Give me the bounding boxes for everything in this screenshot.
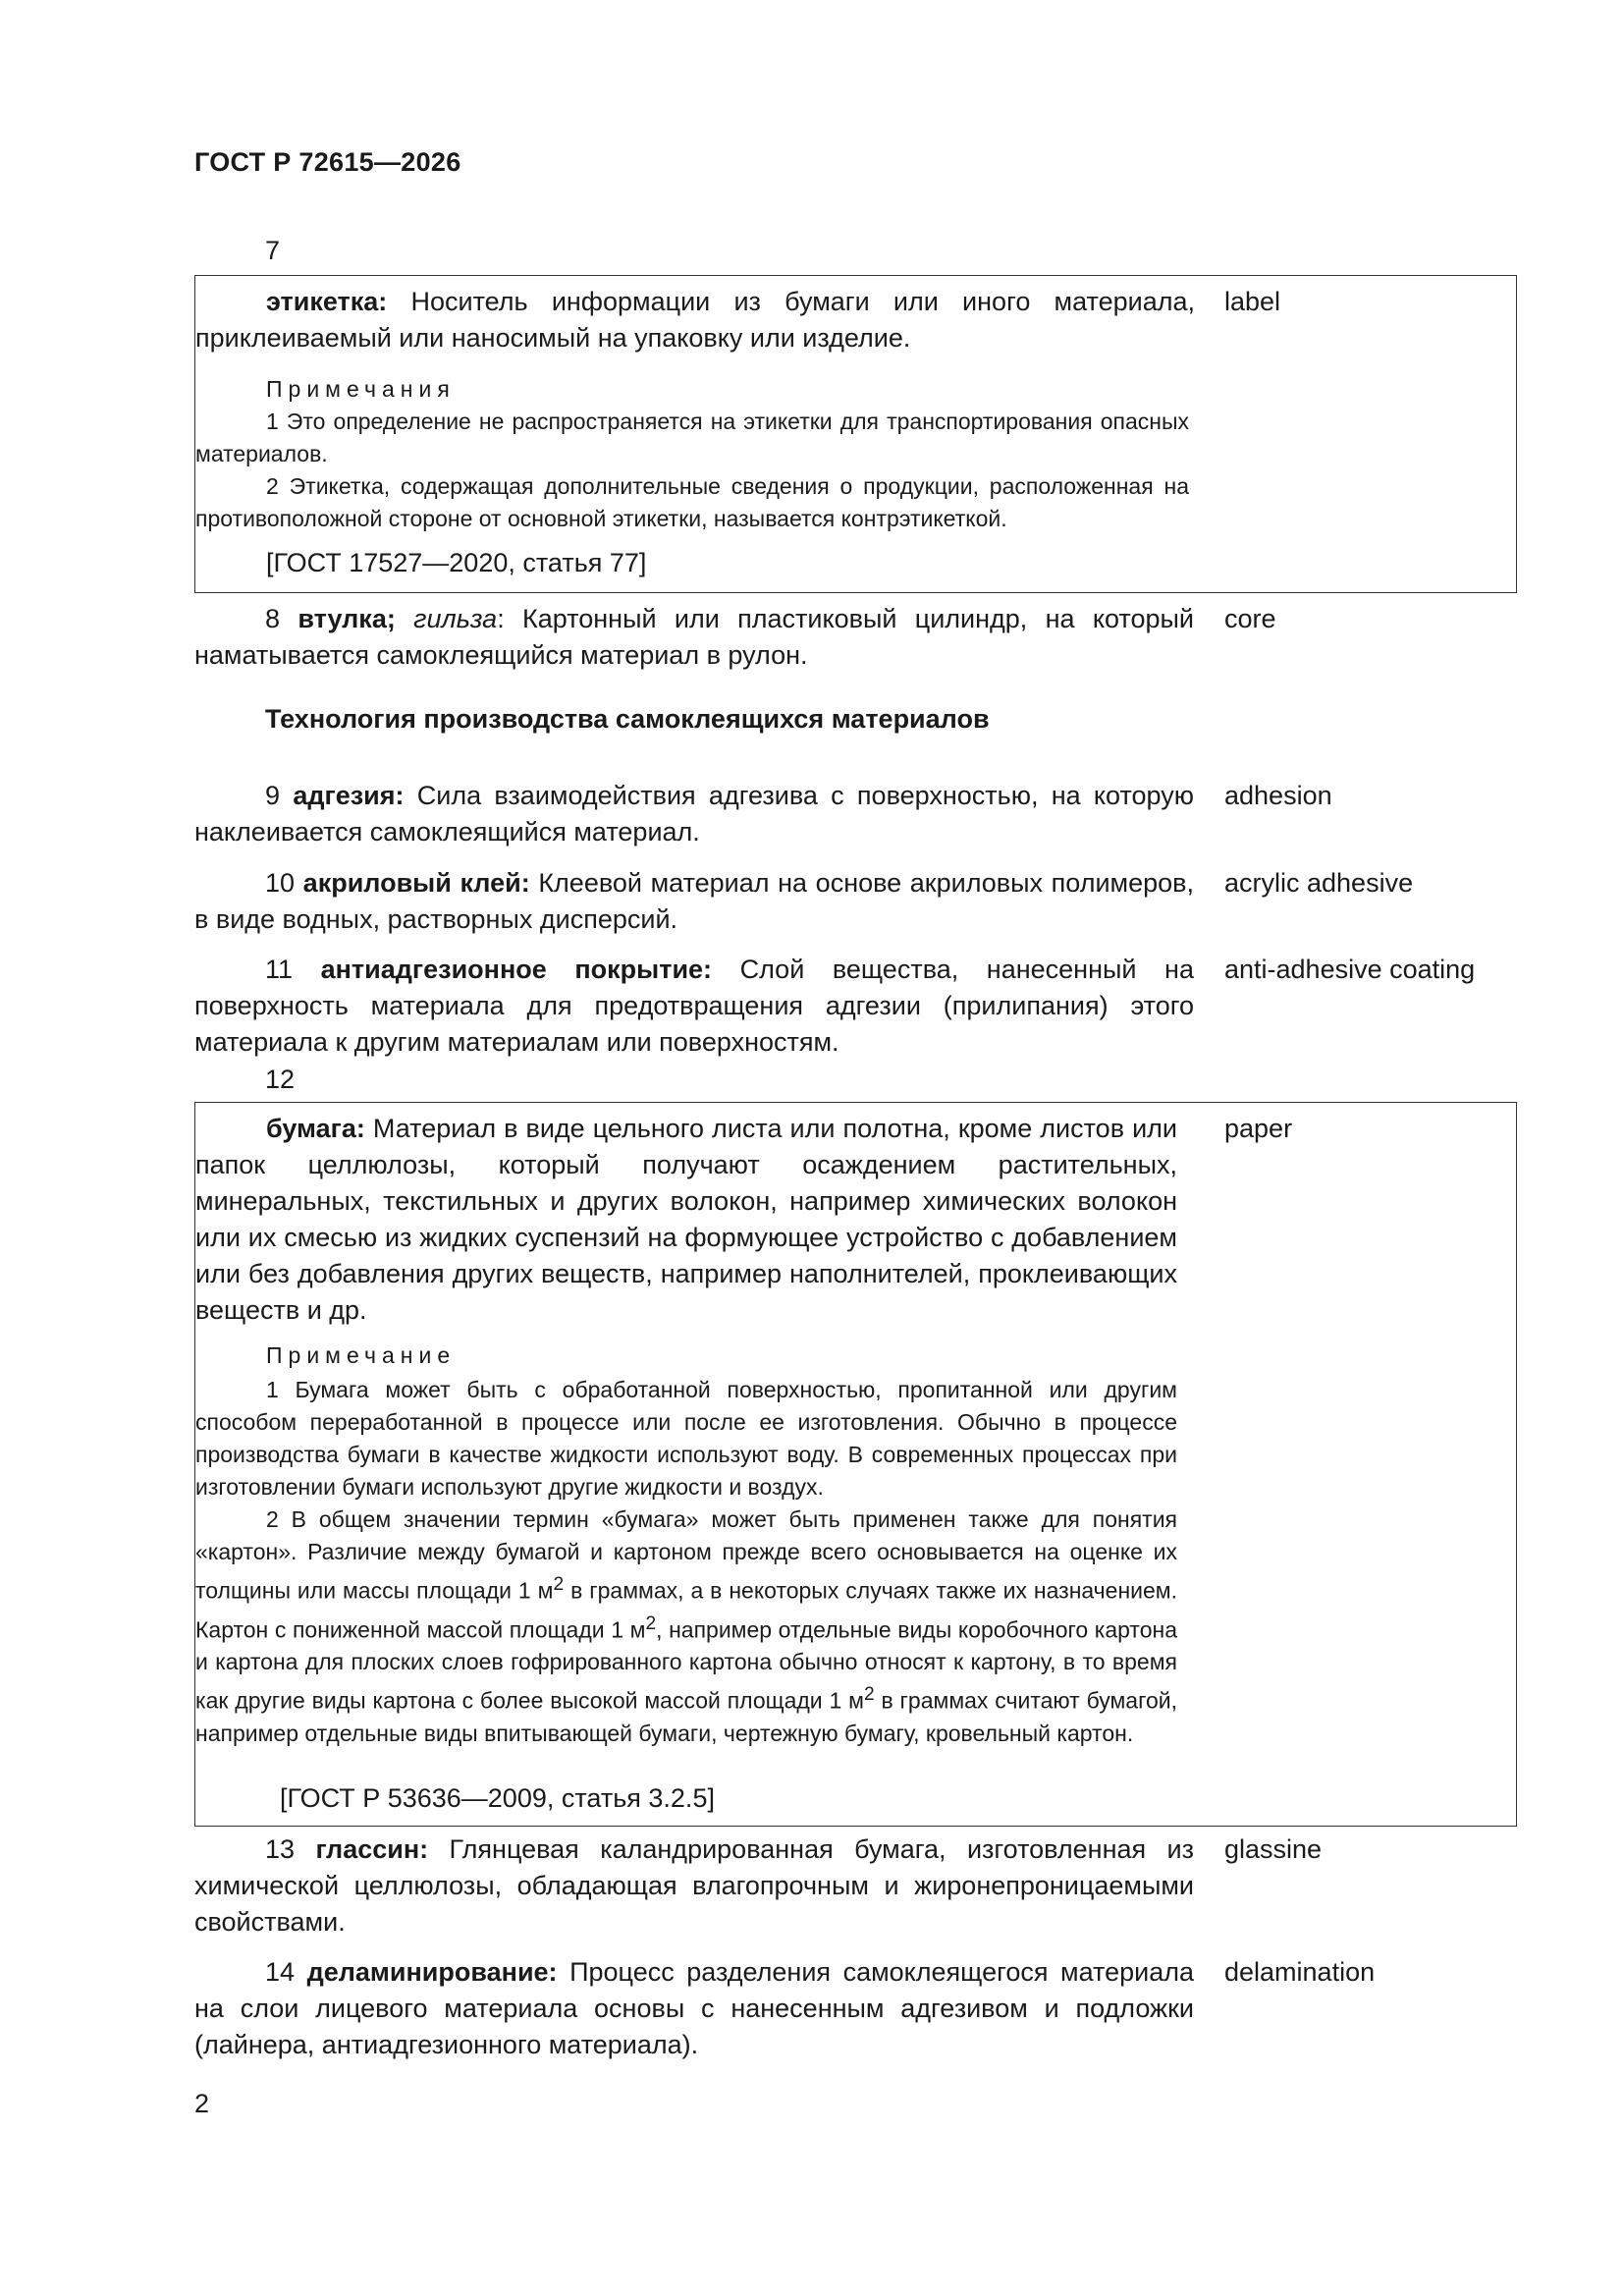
term-def-14: Процесс разделения самоклеящегося материала на слои лицевого материала основы с нанесенным адгезивом и подложки (лайнера, антиадгезионного материала). (194, 1957, 1194, 2059)
term-name-13: глассин: (315, 1834, 429, 1864)
term-def-11: Слой вещества, нанесенный на поверхность материала для предотвращения адгезии (прилипания) этого материала к другим материалам или поверхностям. (194, 955, 1194, 1057)
term-number-11: 11 (265, 955, 294, 984)
note-2-12-part-d: в граммах считают бумагой, например отдельные виды впитывающей бумаги, чертежную бумагу, кровельный картон. (195, 1687, 1177, 1746)
term-definition-7 (195, 284, 1195, 356)
term-english-11: anti-adhesive coating (1224, 955, 1476, 984)
note-heading-7: Примечания (266, 376, 456, 402)
term-number-12: 12 (265, 1065, 296, 1094)
term-def-8: : Картонный или пластиковый цилиндр, на который наматывается самоклеящийся материал в рулон. (194, 604, 1194, 670)
note-2-12-part-b: в граммах, а в некоторых случаях также их назначением. Картон с пониженной массой площади 1 м (195, 1577, 1177, 1643)
term-number-10: 10 (265, 868, 296, 898)
section-heading: Технология производства самоклеящихся материалов (265, 704, 990, 734)
term-name-14: деламинирование: (306, 1957, 558, 1987)
term-definition-11 (194, 952, 1194, 1061)
term-english-13: glassine (1224, 1834, 1323, 1864)
term-def-10: Клеевой материал на основе акриловых полимеров, в виде водных, растворных дисперсий. (194, 868, 1194, 934)
note-1-7: 1 Это определение не распространяется на этикетки для транспортирования опасных материалов. (195, 409, 1189, 466)
term-english-8: core (1224, 604, 1276, 633)
source-7: [ГОСТ 17527—2020, статья 77] (266, 548, 647, 577)
term-definition-12 (195, 1111, 1177, 1329)
term-synonym-8: гильза (413, 604, 498, 633)
term-english-12: paper (1224, 1114, 1293, 1143)
term-def-9: Сила взаимодействия адгезива с поверхностью, на которую наклеивается самоклеящийся материал. (194, 781, 1194, 847)
term-name-12: бумага: (266, 1114, 365, 1143)
note-2-12 (195, 1503, 1177, 1750)
note-heading-12: Примечание (266, 1342, 457, 1368)
term-number-9: 9 (265, 781, 281, 810)
note-2-12-part-c: , например отдельные виды коробочного картона и картона для плоских слоев гофрированного картона обычно относят к картону, в то время как другие виды картона с более высокой массой площади 1 м (195, 1616, 1177, 1714)
term-name-10: акриловый клей: (302, 868, 530, 898)
term-number-8: 8 (265, 604, 281, 633)
term-box-7 (194, 275, 1517, 593)
term-english-7: label (1224, 287, 1281, 316)
term-def-7: Носитель информации из бумаги или иного материала, приклеиваемый или наносимый на упаковку или изделие. (195, 287, 1195, 353)
term-name-11: антиадгезионное покрытие: (320, 955, 713, 984)
term-english-14: delamination (1224, 1957, 1376, 1987)
term-def-12: Материал в виде цельного листа или полотна, кроме листов или папок целлюлозы, который получают осаждением растительных, минеральных, текстильных и других волокон, например химических волокон или их смесью из жидких суспензий на формующее устройство с добавлением или без добавления других веществ, например наполнителей, проклеивающих веществ и др. (195, 1114, 1177, 1325)
term-number-13: 13 (265, 1834, 296, 1864)
term-name-9: адгезия: (293, 781, 405, 810)
page-number: 2 (194, 2089, 210, 2118)
term-english-10: acrylic adhesive (1224, 868, 1414, 898)
term-name-7: этикетка: (266, 287, 388, 316)
term-definition-13 (194, 1831, 1194, 1941)
term-number-7: 7 (265, 236, 281, 265)
term-english-9: adhesion (1224, 781, 1332, 810)
term-definition-10 (194, 865, 1194, 938)
superscript-2: 2 (645, 1613, 657, 1634)
term-number-14: 14 (265, 1957, 296, 1987)
note-2-12-part-a: 2 В общем значении термин «бумага» может быть применен также для понятия «картон». Различие между бумагой и картоном прежде всего основывается на оценке их толщины или массы площади 1 м (195, 1506, 1177, 1604)
note-1-12: 1 Бумага может быть с обработанной поверхностью, пропитанной или другим способом переработанной в процессе или после ее изготовления. Обычно в процессе производства бумаги в качестве жидкости используют воду. В современных процессах при изготовлении бумаги используют другие жидкости и воздух. (195, 1377, 1177, 1500)
term-definition-8 (194, 601, 1194, 674)
term-def-13: Глянцевая каландрированная бумага, изготовленная из химической целлюлозы, обладающая влагопрочным и жиронепроницаемыми свойствами. (194, 1834, 1194, 1937)
source-12: [ГОСТ Р 53636—2009, статья 3.2.5] (280, 1783, 715, 1813)
superscript-2: 2 (863, 1684, 875, 1706)
term-name-8: втулка; (298, 604, 396, 633)
term-definition-14 (194, 1954, 1194, 2063)
term-box-12 (194, 1102, 1517, 1827)
document-code: ГОСТ Р 72615—2026 (194, 147, 461, 177)
term-definition-9 (194, 778, 1194, 850)
note-2-7: 2 Этикетка, содержащая дополнительные сведения о продукции, расположенная на противоположной стороне от основной этикетки, называется контрэтикеткой. (195, 473, 1189, 531)
superscript-2: 2 (553, 1574, 565, 1595)
